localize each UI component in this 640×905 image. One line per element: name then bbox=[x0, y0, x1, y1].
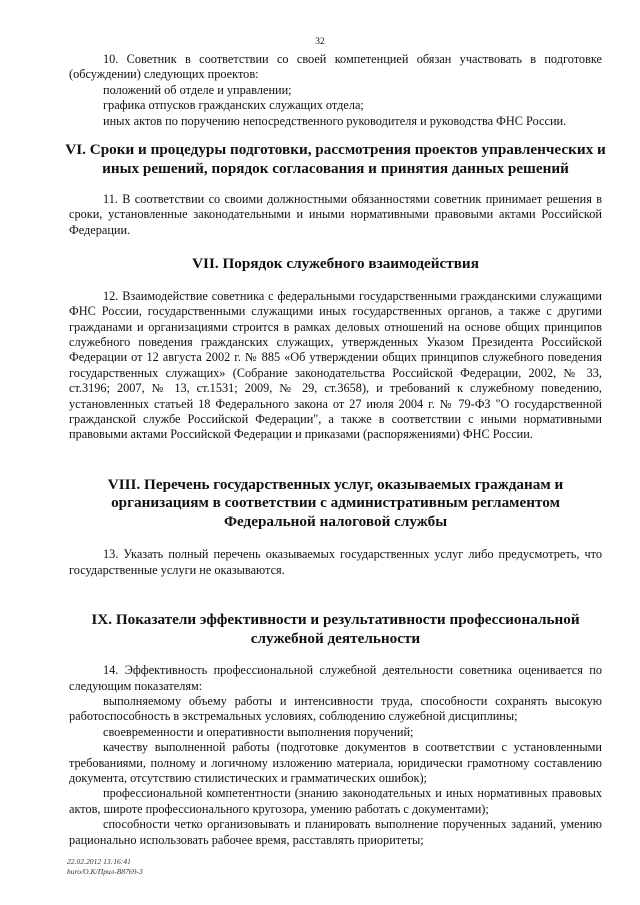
section-9-list-item: выполняемому объему работы и интенсивности труда, способности сохранять высокую работоспособность в экстремальных условиях, соблюдению служебной дисциплины; bbox=[69, 693, 602, 724]
page-number: 32 bbox=[315, 37, 325, 47]
section-9-list-item: своевременности и оперативности выполнения поручений; bbox=[103, 724, 414, 739]
document-body bbox=[65, 52, 606, 848]
section-7-text: 12. Взаимодействие советника с федеральными государственными гражданскими служащими ФНС России, государственными служащими иных государственных органов, а также с другими гражданами и организациями строится в рамках деловых отношений на основе общих принципов служебного поведения гражданских служащих, утвержденных Указом Президента Российской Федерации от 12 августа 2002 г. № 885 «Об утверждении общих принципов служебного поведения государственных служащих» (Собрание законодательства Российской Федерации, 2002, № 33, ст.3196; 2007, № 13, ст.1531; 2009, № 29, ст.3658), и требований к служебному поведению, установленных статьей 18 Федерального закона от 27 июля 2004 г. № 79-ФЗ "О государственной гражданской службе Российской Федерации", а также в соответствии с иными нормативными правовыми актами Российской Федерации и приказами (распоряжениями) ФНС России. bbox=[69, 288, 602, 442]
section-9-list-item: профессиональной компетентности (знанию законодательных и иных нормативных правовых актов, широте профессионального кругозора, умению работать с документами); bbox=[69, 786, 602, 816]
section-8-text: 13. Указать полный перечень оказываемых государственных услуг либо предусмотреть, что государственные услуги не оказываются. bbox=[69, 547, 602, 577]
section-9-heading: IX. Показатели эффективности и результативности профессиональной служебной деятельности bbox=[91, 611, 580, 647]
item-10-list-item: графика отпусков гражданских служащих отдела; bbox=[103, 98, 364, 113]
print-footer bbox=[67, 857, 143, 876]
section-9-lead: 14. Эффективность профессиональной служебной деятельности советника оценивается по следующим показателям: bbox=[69, 663, 602, 693]
section-8-heading: VIII. Перечень государственных услуг, оказываемых гражданам и организациям в соответствии с административным регламентом Федеральной налоговой службы bbox=[107, 475, 564, 530]
section-6-text: 11. В соответствии со своими должностными обязанностями советник принимает решения в сроки, установленные законодательными и иными нормативными правовыми актами Российской Федерации. bbox=[69, 192, 602, 237]
print-document-code: buro/O.K/Прил-B8769-3 bbox=[67, 866, 143, 876]
section-9-list-item: качеству выполненной работы (подготовке документов в соответствии с установленными требованиями, полному и логичному изложению материала, юридически грамотному составлению документа, отсутствию стилистических и грамматических ошибок); bbox=[69, 740, 602, 785]
item-10-list-item: положений об отделе и управлении; bbox=[103, 82, 292, 97]
item-10-list-item: иных актов по поручению непосредственного руководителя и руководства ФНС России. bbox=[103, 113, 567, 128]
section-7-heading: VII. Порядок служебного взаимодействия bbox=[192, 255, 479, 273]
print-timestamp: 22.02.2012 13:16:41 bbox=[67, 857, 131, 866]
section-9-list-item: способности четко организовывать и планировать выполнение порученных заданий, умению рационально использовать рабочее время, расставлять приоритеты; bbox=[69, 817, 602, 847]
section-6-heading: VI. Сроки и процедуры подготовки, рассмотрения проектов управленческих и иных решений, порядок согласования и принятия данных решений bbox=[65, 141, 606, 177]
item-10 bbox=[69, 52, 602, 129]
item-10-lead: 10. Советник в соответствии со своей компетенцией обязан участвовать в подготовке (обсуждении) следующих проектов: bbox=[69, 52, 602, 82]
